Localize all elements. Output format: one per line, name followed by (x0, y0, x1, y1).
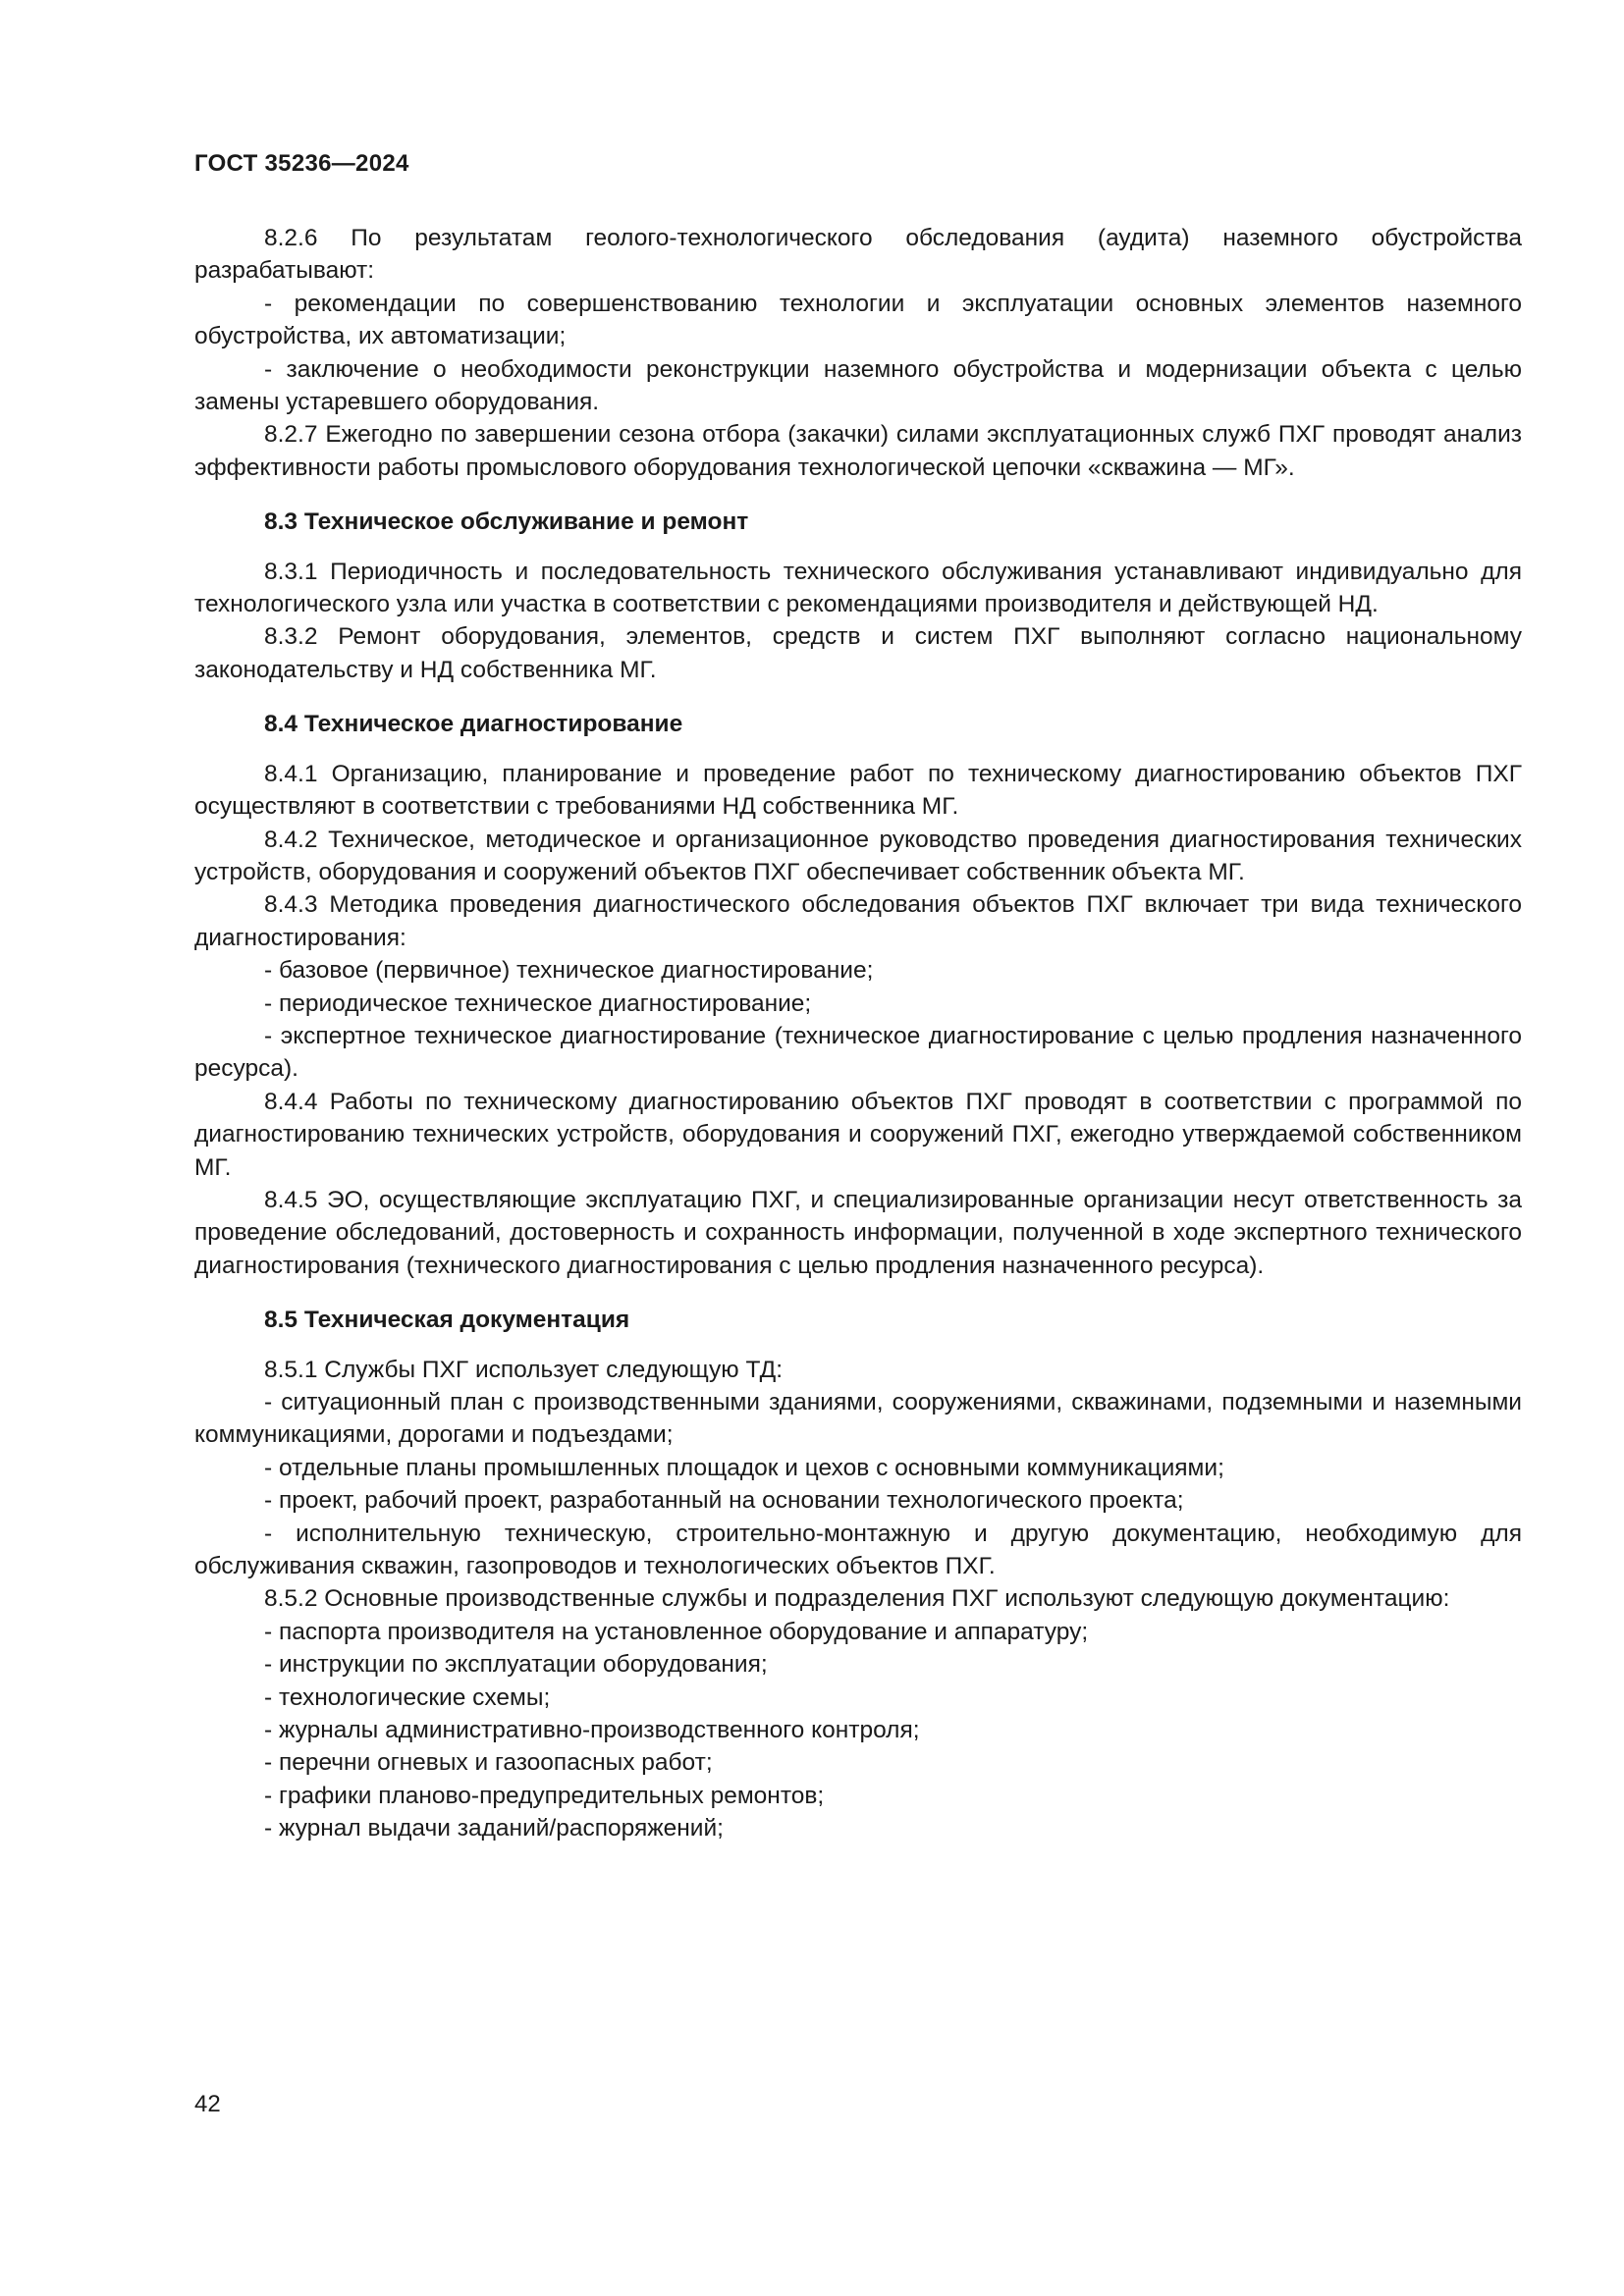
list-item: - инструкции по эксплуатации оборудования; (264, 1651, 768, 1679)
list-item: - исполнительную техническую, строительно-монтажную и другую документацию, необходимую для обслуживания скважин, газопроводов и технологических объектов ПХГ. (194, 1520, 1522, 1580)
list-item: - графики планово-предупредительных ремонтов; (264, 1782, 825, 1809)
paragraph-8-4-2: 8.4.2 Техническое, методическое и организационное руководство проведения диагностирования технических устройств, оборудования и сооружений объектов ПХГ обеспечивает собственник объекта МГ. (194, 826, 1522, 885)
list-item: - журналы административно-производственного контроля; (264, 1717, 920, 1744)
paragraph-8-2-7: 8.2.7 Ежегодно по завершении сезона отбора (закачки) силами эксплуатационных служб ПХГ проводят анализ эффективности работы промыслового оборудования технологической цепочки «скважина — МГ». (194, 421, 1522, 481)
list-item: - журнал выдачи заданий/распоряжений; (264, 1815, 724, 1842)
page-number: 42 (194, 2091, 221, 2117)
list-item: - рекомендации по совершенствованию технологии и эксплуатации основных элементов наземного обустройства, их автоматизации; (194, 290, 1522, 350)
list-item: - экспертное техническое диагностирование (техническое диагностирование с целью продления назначенного ресурса). (194, 1022, 1522, 1083)
document-body (194, 222, 1522, 1845)
list-item: - паспорта производителя на установленное оборудование и аппаратуру; (264, 1618, 1089, 1645)
paragraph-8-4-5: 8.4.5 ЭО, осуществляющие эксплуатацию ПХГ, и специализированные организации несут ответственность за проведение обследований, достоверность и сохранность информации, полученной в ходе экспертного технического диагностирования (технического диагностирования с целью продления назначенного ресурса). (194, 1186, 1522, 1279)
paragraph-8-3-2: 8.3.2 Ремонт оборудования, элементов, средств и систем ПХГ выполняют согласно национальному законодательству и НД собственника МГ. (194, 623, 1522, 683)
list-item: - заключение о необходимости реконструкции наземного обустройства и модернизации объекта с целью замены устаревшего оборудования. (194, 355, 1522, 416)
list-item: - периодическое техническое диагностирование; (264, 989, 812, 1017)
section-heading-8-4: 8.4 Техническое диагностирование (264, 711, 683, 738)
list-item: - отдельные планы промышленных площадок и цехов с основными коммуникациями; (264, 1454, 1224, 1481)
paragraph-8-4-3: 8.4.3 Методика проведения диагностического обследования объектов ПХГ включает три вида технического диагностирования: (194, 891, 1522, 951)
paragraph-8-3-1: 8.3.1 Периодичность и последовательность технического обслуживания устанавливают индивидуально для технологического узла или участка в соответствии с рекомендациями производителя и действующей НД. (194, 558, 1522, 618)
list-item: - ситуационный план с производственными зданиями, сооружениями, скважинами, подземными и наземными коммуникациями, дорогами и подъездами; (194, 1389, 1522, 1449)
list-item: - технологические схемы; (264, 1683, 551, 1711)
paragraph-8-5-2: 8.5.2 Основные производственные службы и подразделения ПХГ используют следующую документацию: (264, 1585, 1450, 1613)
list-item: - перечни огневых и газоопасных работ; (264, 1749, 713, 1777)
list-item: - базовое (первичное) техническое диагностирование; (264, 957, 874, 985)
section-heading-8-5: 8.5 Техническая документация (264, 1307, 630, 1334)
paragraph-8-4-1: 8.4.1 Организацию, планирование и проведение работ по техническому диагностированию объектов ПХГ осуществляют в соответствии с требованиями НД собственника МГ. (194, 760, 1522, 821)
document-code-header: ГОСТ 35236—2024 (194, 150, 409, 177)
paragraph-8-5-1: 8.5.1 Службы ПХГ использует следующую ТД: (264, 1356, 784, 1383)
list-item: - проект, рабочий проект, разработанный на основании технологического проекта; (264, 1487, 1184, 1515)
paragraph-8-2-6: 8.2.6 По результатам геолого-технологического обследования (аудита) наземного обустройства разрабатывают: (194, 225, 1522, 285)
section-heading-8-3: 8.3 Техническое обслуживание и ремонт (264, 508, 749, 536)
paragraph-8-4-4: 8.4.4 Работы по техническому диагностированию объектов ПХГ проводят в соответствии с программой по диагностированию технических устройств, оборудования и сооружений ПХГ, ежегодно утверждаемой собственником МГ. (194, 1088, 1522, 1181)
